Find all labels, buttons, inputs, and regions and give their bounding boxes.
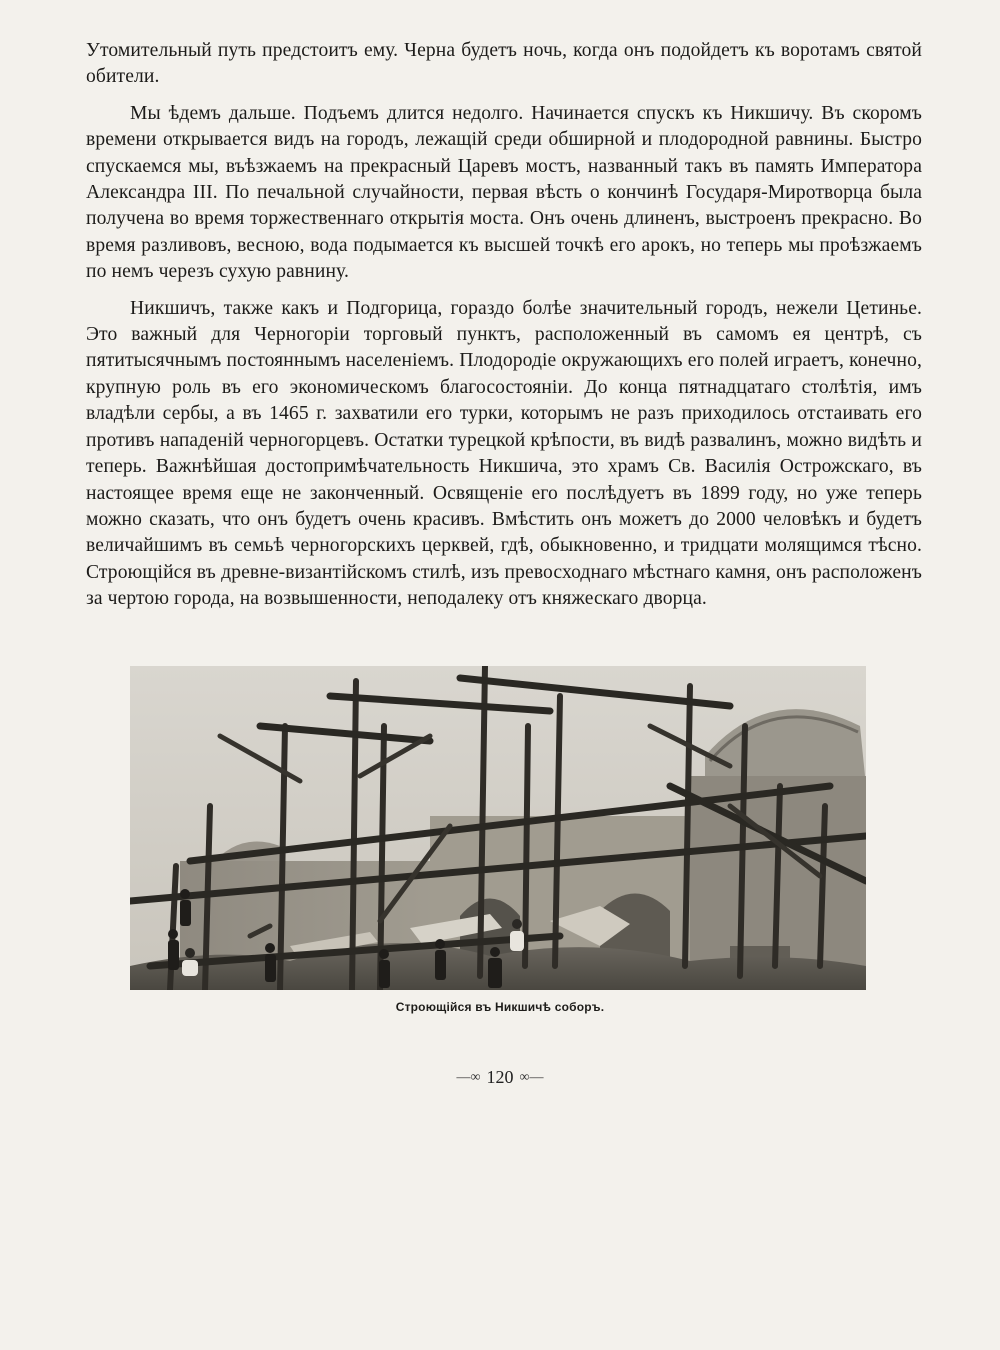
right-ornament: ∞—: [519, 1069, 544, 1085]
page-number: [0, 1066, 1000, 1088]
figure-caption: Строющійся въ Никшичѣ соборъ.: [395, 1000, 605, 1014]
paragraph-2: Мы ѣдемъ дальше. Подъемъ длится недолго. Начинается спускъ къ Никшичу. Въ скоромъ времени открывается видъ на городъ, лежащій среди обширной и плодородной равнины. Быстро спускаемся мы, въѣзжаемъ на прекрасный Царевъ мостъ, названный такъ въ память Императора Александра III. По печальной случайности, первая вѣсть о кончинѣ Государя-Миротворца была получена во время торжественнаго открытія моста. Онъ очень длиненъ, выстроенъ прекрасно. Во время разливовъ, весною, вода подымается къ высшей точкѣ его арокъ, но теперь мы проѣзжаемъ по немъ черезъ сухую равнину.: [86, 102, 922, 283]
paragraph-1: Утомительный путь предстоитъ ему. Черна будетъ ночь, когда онъ подойдетъ къ воротамъ святой обители.: [86, 40, 922, 88]
scaffolding-illustration: [130, 666, 866, 990]
left-ornament: —∞: [456, 1069, 481, 1085]
body-text: [86, 38, 922, 613]
cathedral-photograph: [130, 666, 866, 990]
paragraph-3: Никшичъ, также какъ и Подгорица, гораздо болѣе значительный городъ, нежели Цетинье. Это важный для Черногоріи торговый пунктъ, расположенный въ самомъ ея центрѣ, съ пятитысячнымъ постояннымъ населеніемъ. Плодородіе окружающихъ его полей играетъ, конечно, крупную роль въ его экономическомъ благосостояніи. До конца пятнадцатаго столѣтія, имъ владѣли сербы, а въ 1465 г. захватили его турки, которымъ не разъ приходилось отстаивать его противъ нападеній черногорцевъ. Остатки турецкой крѣпости, въ видѣ развалинъ, можно видѣть и теперь. Важнѣйшая достопримѣчательность Никшича, это храмъ Св. Василія Острожскаго, въ настоящее время еще не законченный. Освященіе его послѣдуетъ въ 1899 году, но уже теперь можно сказать, что онъ будетъ очень красивъ. Вмѣстить онъ можетъ до 2000 человѣкъ и будетъ величайшимъ въ семьѣ черногорскихъ церквей, гдѣ, обыкновенно, и тридцати молящимся тѣсно. Строющійся въ древне-византійскомъ стилѣ, изъ превосходнаго мѣстнаго камня, онъ расположенъ за чертою города, на возвышенности, неподалеку отъ княжескаго дворца.: [86, 297, 922, 610]
page-number-value: 120: [486, 1067, 514, 1088]
